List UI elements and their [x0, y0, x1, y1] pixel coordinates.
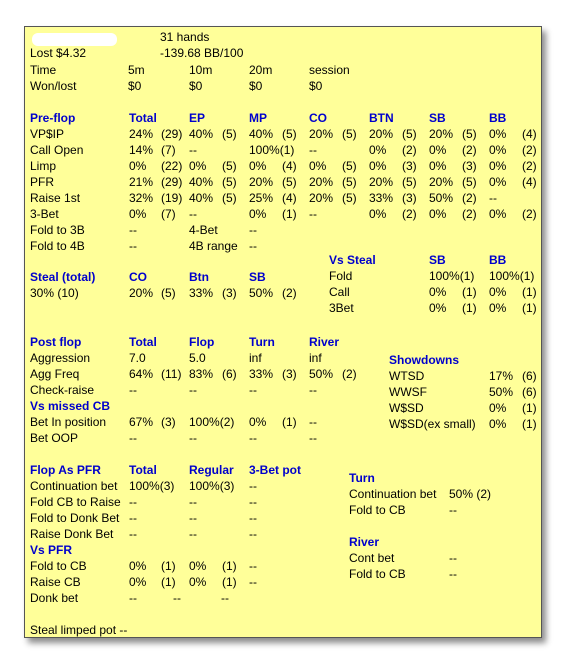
wonlost-col-0: $0 — [128, 79, 142, 93]
preflop-cell: (22) — [161, 159, 183, 173]
preflop-row-label: Fold to 4B — [30, 239, 85, 253]
flop-pfr-cell: -- — [129, 495, 137, 509]
vs-pfr-row-label: Raise CB — [30, 575, 81, 589]
postflop-header-4: River — [309, 335, 340, 349]
vs-steal-row-label: 3Bet — [329, 301, 354, 315]
preflop-cell: (5) — [342, 159, 357, 173]
postflop-cell: (6) — [222, 367, 237, 381]
preflop-cell: 0% — [489, 159, 507, 173]
postflop-row-label: Agg Freq — [30, 367, 80, 381]
vs-steal-cell: 0% — [489, 301, 507, 315]
preflop-cell: 14% — [129, 143, 154, 157]
vs-pfr-cell: 0% — [129, 559, 147, 573]
preflop-cell: 20% — [309, 191, 334, 205]
preflop-cell: (7) — [161, 143, 176, 157]
preflop-cell: 0% — [489, 143, 507, 157]
vs-pfr-row-label: Fold to CB — [30, 559, 87, 573]
missed-cb-cell: 0% — [249, 415, 267, 429]
postflop-cell: inf — [309, 351, 322, 365]
preflop-cell: (4) — [282, 159, 297, 173]
preflop-row-label: Fold to 3B — [30, 223, 85, 237]
vs-steal-cell: (1) — [522, 301, 537, 315]
vs-steal-cell: (1) — [522, 285, 537, 299]
turn-row-label: Continuation bet — [349, 487, 437, 501]
preflop-cell: (5) — [222, 159, 237, 173]
wonlost-col-3: $0 — [309, 79, 323, 93]
preflop-cell: (5) — [222, 127, 237, 141]
preflop-cell: (29) — [161, 175, 183, 189]
vs-pfr-cell: -- — [221, 591, 229, 605]
preflop-header-4: CO — [309, 111, 327, 125]
showdown-value: 0% — [489, 401, 507, 415]
vs-steal-cell: 100%(1) — [429, 269, 475, 283]
missed-cb-cell: -- — [249, 431, 257, 445]
missed-cb-cell: 67% — [129, 415, 154, 429]
preflop-cell: (19) — [161, 191, 183, 205]
preflop-cell: 40% — [189, 127, 214, 141]
flop-pfr-cell: -- — [129, 527, 137, 541]
preflop-header-3: MP — [249, 111, 267, 125]
preflop-cell: (2) — [522, 207, 537, 221]
vs-pfr-cell: (1) — [161, 575, 176, 589]
wonlost-label: Won/lost — [30, 79, 77, 93]
preflop-cell: (2) — [402, 143, 417, 157]
preflop-cell: 20% — [369, 175, 394, 189]
showdown-row-label: W$SD(ex small) — [389, 417, 476, 431]
showdown-row-label: WTSD — [389, 369, 425, 383]
steal-header-2: Btn — [189, 270, 209, 284]
missed-cb-cell: -- — [189, 431, 197, 445]
showdown-count: (1) — [522, 417, 537, 431]
preflop-cell: 40% — [249, 127, 274, 141]
flop-pfr-cell: 100%(3) — [189, 479, 235, 493]
preflop-cell: 20% — [249, 175, 274, 189]
postflop-cell: -- — [249, 383, 257, 397]
river-header: River — [349, 535, 380, 549]
postflop-cell: -- — [309, 383, 317, 397]
missed-cb-cell: (3) — [161, 415, 176, 429]
preflop-cell: (5) — [282, 175, 297, 189]
preflop-cell: 0% — [249, 207, 267, 221]
preflop-row-label: VP$IP — [30, 127, 65, 141]
preflop-cell: (1) — [282, 207, 297, 221]
vs-steal-cell: (1) — [462, 301, 477, 315]
preflop-cell: 0% — [429, 159, 447, 173]
postflop-cell: 33% — [249, 367, 274, 381]
missed-cb-row-label: Bet OOP — [30, 431, 79, 445]
river-row-label: Fold to CB — [349, 567, 406, 581]
flop-pfr-header-3: 3-Bet pot — [249, 463, 301, 477]
postflop-cell: 83% — [189, 367, 214, 381]
steal-cell: (5) — [161, 286, 176, 300]
time-col-0: 5m — [128, 63, 145, 77]
preflop-row-label: Call Open — [30, 143, 84, 157]
postflop-cell: -- — [189, 383, 197, 397]
preflop-cell: 33% — [369, 191, 394, 205]
vs-steal-cell: 0% — [489, 285, 507, 299]
postflop-cell: (11) — [161, 367, 182, 381]
steal-cell: (3) — [222, 286, 237, 300]
preflop-cell: 0% — [429, 207, 447, 221]
turn-row-value: -- — [449, 503, 457, 517]
vs-pfr-header: Vs PFR — [30, 543, 73, 557]
preflop-cell: 20% — [309, 175, 334, 189]
showdown-value: 50% — [489, 385, 514, 399]
time-col-3: session — [309, 63, 350, 77]
preflop-cell: 21% — [129, 175, 154, 189]
preflop-cell: (2) — [462, 191, 477, 205]
vs-pfr-cell: (1) — [222, 559, 237, 573]
preflop-cell: 25% — [249, 191, 274, 205]
preflop-cell: 0% — [189, 159, 207, 173]
flop-pfr-cell: -- — [189, 495, 197, 509]
flop-pfr-cell: -- — [189, 527, 197, 541]
vs-steal-sb-header: SB — [429, 253, 446, 267]
preflop-cell: -- — [129, 239, 137, 253]
flop-pfr-cell: 100%(3) — [129, 479, 175, 493]
preflop-row-label: 3-Bet — [30, 207, 59, 221]
preflop-row-label: PFR — [30, 175, 54, 189]
preflop-row-label: Limp — [30, 159, 57, 173]
steal-cell: 50% — [249, 286, 274, 300]
turn-row-value: 50% (2) — [449, 487, 492, 501]
preflop-cell: (4) — [282, 191, 297, 205]
vs-pfr-cell: -- — [129, 591, 137, 605]
flop-pfr-cell: -- — [189, 511, 197, 525]
steal-header-3: SB — [249, 270, 266, 284]
postflop-row-label: Aggression — [30, 351, 91, 365]
preflop-cell: 20% — [429, 127, 454, 141]
preflop-cell: 50% — [429, 191, 454, 205]
missed-cb-cell: -- — [309, 415, 317, 429]
postflop-cell: 7.0 — [129, 351, 146, 365]
showdown-count: (6) — [522, 369, 537, 383]
vs-steal-row-label: Fold — [329, 269, 353, 283]
vs-pfr-cell: (1) — [161, 559, 176, 573]
showdown-value: 17% — [489, 369, 514, 383]
preflop-cell: (2) — [522, 143, 537, 157]
flop-pfr-cell: -- — [249, 511, 257, 525]
preflop-cell: 0% — [429, 143, 447, 157]
preflop-cell: 40% — [189, 191, 214, 205]
steal-cell: 20% — [129, 286, 154, 300]
stats-panel — [24, 26, 542, 638]
preflop-cell: 0% — [309, 159, 327, 173]
preflop-cell: 20% — [309, 127, 334, 141]
preflop-cell: 0% — [129, 207, 147, 221]
river-row-value: -- — [449, 567, 457, 581]
time-label: Time — [30, 63, 57, 77]
preflop-cell: (5) — [402, 175, 417, 189]
flop-pfr-row-label: Fold CB to Raise — [30, 495, 121, 509]
missed-cb-row-label: Bet In position — [30, 415, 107, 429]
vs-pfr-row-label: Donk bet — [30, 591, 79, 605]
vs-steal-cell: 0% — [429, 285, 447, 299]
preflop-cell: 0% — [129, 159, 147, 173]
preflop-cell: (5) — [222, 191, 237, 205]
vs-pfr-cell: -- — [249, 559, 257, 573]
lost-amount: Lost $4.32 — [30, 46, 87, 60]
preflop-cell: (2) — [462, 207, 477, 221]
postflop-row-label: Check-raise — [30, 383, 95, 397]
turn-row-label: Fold to CB — [349, 503, 406, 517]
preflop-cell: (5) — [402, 127, 417, 141]
preflop-cell: -- — [309, 207, 317, 221]
preflop-cell: (5) — [462, 175, 477, 189]
preflop-cell: 100%(1) — [249, 143, 295, 157]
flop-pfr-cell: -- — [249, 479, 257, 493]
flop-pfr-cell: -- — [249, 527, 257, 541]
river-row-label: Cont bet — [349, 551, 395, 565]
player-name-redacted — [32, 33, 117, 46]
steal-limped-pot: Steal limped pot -- — [30, 623, 128, 637]
preflop-cell: (2) — [402, 207, 417, 221]
preflop-cell: 24% — [129, 127, 154, 141]
vs-pfr-cell: 0% — [189, 575, 207, 589]
turn-header: Turn — [349, 471, 375, 485]
preflop-cell: 0% — [489, 127, 507, 141]
vs-pfr-cell: -- — [249, 575, 257, 589]
postflop-cell: (3) — [282, 367, 297, 381]
missed-cb-cell: -- — [129, 431, 137, 445]
missed-cb-cell: (1) — [282, 415, 297, 429]
preflop-cell: (29) — [161, 127, 183, 141]
preflop-row-label: Raise 1st — [30, 191, 81, 205]
preflop-cell: 4-Bet — [189, 223, 218, 237]
bb-per-100: -139.68 BB/100 — [160, 46, 244, 60]
flop-pfr-row-label: Continuation bet — [30, 479, 118, 493]
preflop-cell: 0% — [489, 175, 507, 189]
preflop-header-6: SB — [429, 111, 446, 125]
preflop-cell: (5) — [342, 191, 357, 205]
postflop-header-3: Turn — [249, 335, 275, 349]
postflop-cell: -- — [129, 383, 137, 397]
steal-cell: 33% — [189, 286, 214, 300]
preflop-cell: 32% — [129, 191, 154, 205]
preflop-cell: 0% — [369, 159, 387, 173]
preflop-cell: (5) — [342, 127, 357, 141]
vs-pfr-cell: 0% — [189, 559, 207, 573]
preflop-cell: -- — [249, 239, 257, 253]
preflop-cell: -- — [129, 223, 137, 237]
vs-steal-header: Vs Steal — [329, 253, 376, 267]
steal-header-1: CO — [129, 270, 147, 284]
steal-header-0: Steal (total) — [30, 270, 96, 284]
vs-steal-cell: 100%(1) — [489, 269, 535, 283]
showdown-row-label: WWSF — [389, 385, 427, 399]
vs-pfr-cell: (1) — [222, 575, 237, 589]
preflop-cell: -- — [249, 223, 257, 237]
preflop-cell: (2) — [462, 143, 477, 157]
preflop-cell: 0% — [369, 207, 387, 221]
preflop-cell: -- — [189, 207, 197, 221]
missed-cb-cell: 100%(2) — [189, 415, 235, 429]
flop-pfr-header-0: Flop As PFR — [30, 463, 101, 477]
time-col-1: 10m — [189, 63, 213, 77]
vs-missed-cb-header: Vs missed CB — [30, 399, 111, 413]
preflop-header-0: Pre-flop — [30, 111, 76, 125]
vs-steal-cell: 0% — [429, 301, 447, 315]
preflop-cell: (5) — [282, 127, 297, 141]
wonlost-col-2: $0 — [249, 79, 263, 93]
postflop-cell: inf — [249, 351, 262, 365]
vs-pfr-cell: -- — [173, 591, 181, 605]
preflop-cell: 4B range — [189, 239, 238, 253]
hands-count: 31 hands — [160, 30, 210, 44]
preflop-cell: (5) — [462, 127, 477, 141]
preflop-cell: (5) — [222, 175, 237, 189]
preflop-cell: (3) — [462, 159, 477, 173]
preflop-cell: (5) — [342, 175, 357, 189]
postflop-cell: 50% — [309, 367, 334, 381]
showdown-value: 0% — [489, 417, 507, 431]
preflop-cell: (4) — [522, 175, 537, 189]
postflop-cell: 5.0 — [189, 351, 206, 365]
preflop-cell: -- — [489, 191, 497, 205]
preflop-cell: 40% — [189, 175, 214, 189]
preflop-header-2: EP — [189, 111, 206, 125]
showdown-count: (6) — [522, 385, 537, 399]
time-col-2: 20m — [249, 63, 273, 77]
river-row-value: -- — [449, 551, 457, 565]
preflop-cell: (3) — [402, 159, 417, 173]
preflop-cell: (4) — [522, 127, 537, 141]
wonlost-col-1: $0 — [189, 79, 203, 93]
preflop-cell: 20% — [369, 127, 394, 141]
postflop-header-0: Post flop — [30, 335, 82, 349]
showdown-count: (1) — [522, 401, 537, 415]
missed-cb-cell: -- — [309, 431, 317, 445]
preflop-cell: -- — [309, 143, 317, 157]
vs-steal-row-label: Call — [329, 285, 350, 299]
preflop-cell: 0% — [489, 207, 507, 221]
preflop-cell: (7) — [161, 207, 176, 221]
flop-pfr-row-label: Raise Donk Bet — [30, 527, 114, 541]
preflop-cell: -- — [189, 143, 197, 157]
steal-cell: 30% (10) — [30, 286, 79, 300]
flop-pfr-row-label: Fold to Donk Bet — [30, 511, 120, 525]
preflop-header-7: BB — [489, 111, 507, 125]
showdowns-header: Showdowns — [389, 353, 459, 367]
preflop-cell: (2) — [522, 159, 537, 173]
vs-steal-cell: (1) — [462, 285, 477, 299]
vs-steal-bb-header: BB — [489, 253, 507, 267]
preflop-cell: 0% — [369, 143, 387, 157]
flop-pfr-header-2: Regular — [189, 463, 234, 477]
postflop-cell: 64% — [129, 367, 154, 381]
preflop-cell: 0% — [249, 159, 267, 173]
flop-pfr-cell: -- — [129, 511, 137, 525]
flop-pfr-header-1: Total — [129, 463, 157, 477]
flop-pfr-cell: -- — [249, 495, 257, 509]
postflop-header-1: Total — [129, 335, 157, 349]
postflop-cell: (2) — [342, 367, 357, 381]
showdown-row-label: W$SD — [389, 401, 424, 415]
postflop-header-2: Flop — [189, 335, 215, 349]
preflop-header-5: BTN — [369, 111, 394, 125]
preflop-cell: 20% — [429, 175, 454, 189]
preflop-cell: (3) — [402, 191, 417, 205]
vs-pfr-cell: 0% — [129, 575, 147, 589]
steal-cell: (2) — [282, 286, 297, 300]
preflop-header-1: Total — [129, 111, 157, 125]
